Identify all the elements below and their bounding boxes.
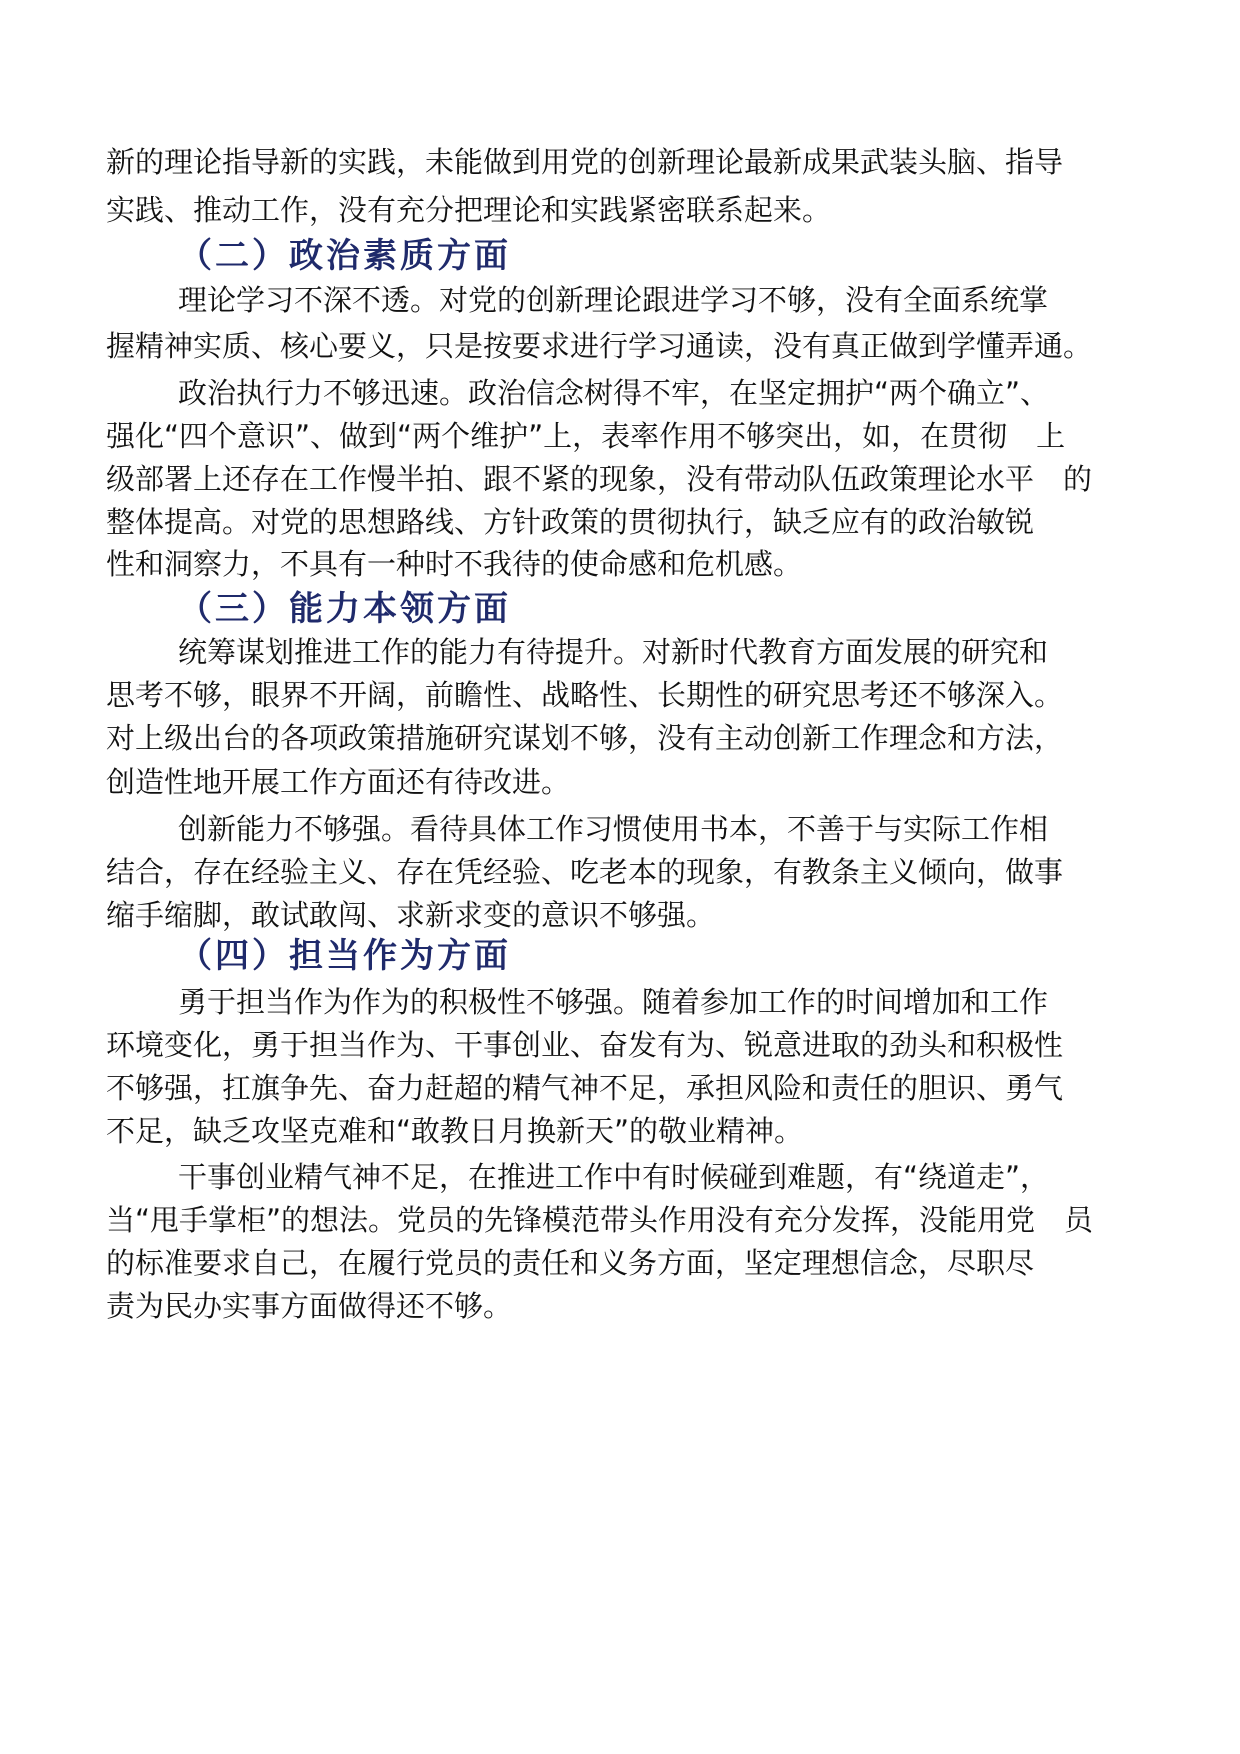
- section-heading: （二）政治素质方面: [178, 236, 511, 276]
- body-line: 责为民办实事方面做得还不够。: [106, 1289, 513, 1323]
- body-line: 统筹谋划推进工作的能力有待提升。对新时代教育方面发展的研究和: [178, 635, 1049, 669]
- body-line: 新的理论指导新的实践，未能做到用党的创新理论最新成果武装头脑、指导: [106, 145, 1064, 179]
- body-line: 不足，缺乏攻坚克难和“敢教日月换新天”的敬业精神。: [106, 1114, 804, 1148]
- body-line: 政治执行力不够迅速。政治信念树得不牢，在坚定拥护“两个确立”、: [178, 376, 1050, 410]
- body-line: 干事创业精气神不足，在推进工作中有时候碰到难题，有“绕道走”，: [178, 1160, 1050, 1194]
- body-line: 缩手缩脚，敢试敢闯、求新求变的意识不够强。: [106, 898, 716, 932]
- section-heading: （四）担当作为方面: [178, 936, 511, 976]
- body-line: 实践、推动工作，没有充分把理论和实践紧密联系起来。: [106, 193, 832, 227]
- body-line: 强化“四个意识”、做到“两个维护”上，表率作用不够突出，如，在贯彻 上: [106, 419, 1066, 453]
- body-line: 当“甩手掌柜”的想法。党员的先锋模范带头作用没有充分发挥，没能用党 员: [106, 1203, 1094, 1237]
- body-line: 结合，存在经验主义、存在凭经验、吃老本的现象，有教条主义倾向，做事: [106, 855, 1064, 889]
- body-line: 勇于担当作为作为的积极性不够强。随着参加工作的时间增加和工作: [178, 985, 1049, 1019]
- body-line: 理论学习不深不透。对党的创新理论跟进学习不够，没有全面系统掌: [178, 283, 1049, 317]
- body-line: 性和洞察力，不具有一种时不我待的使命感和危机感。: [106, 547, 803, 581]
- body-line: 握精神实质、核心要义，只是按要求进行学习通读，没有真正做到学懂弄通。: [106, 329, 1093, 363]
- body-line: 整体提高。对党的思想路线、方针政策的贯彻执行，缺乏应有的政治敏锐: [106, 505, 1035, 539]
- body-line: 创造性地开展工作方面还有待改进。: [106, 765, 571, 799]
- body-line: 级部署上还存在工作慢半拍、跟不紧的现象，没有带动队伍政策理论水平 的: [106, 462, 1093, 496]
- body-line: 的标准要求自己，在履行党员的责任和义务方面，坚定理想信念，尽职尽: [106, 1246, 1035, 1280]
- body-line: 思考不够，眼界不开阔，前瞻性、战略性、长期性的研究思考还不够深入。: [106, 678, 1064, 712]
- body-line: 环境变化，勇于担当作为、干事创业、奋发有为、锐意进取的劲头和积极性: [106, 1028, 1064, 1062]
- body-line: 不够强，扛旗争先、奋力赶超的精气神不足，承担风险和责任的胆识、勇气: [106, 1071, 1064, 1105]
- section-heading: （三）能力本领方面: [178, 589, 511, 629]
- body-line: 创新能力不够强。看待具体工作习惯使用书本，不善于与实际工作相: [178, 812, 1049, 846]
- body-line: 对上级出台的各项政策措施研究谋划不够，没有主动创新工作理念和方法，: [106, 721, 1064, 755]
